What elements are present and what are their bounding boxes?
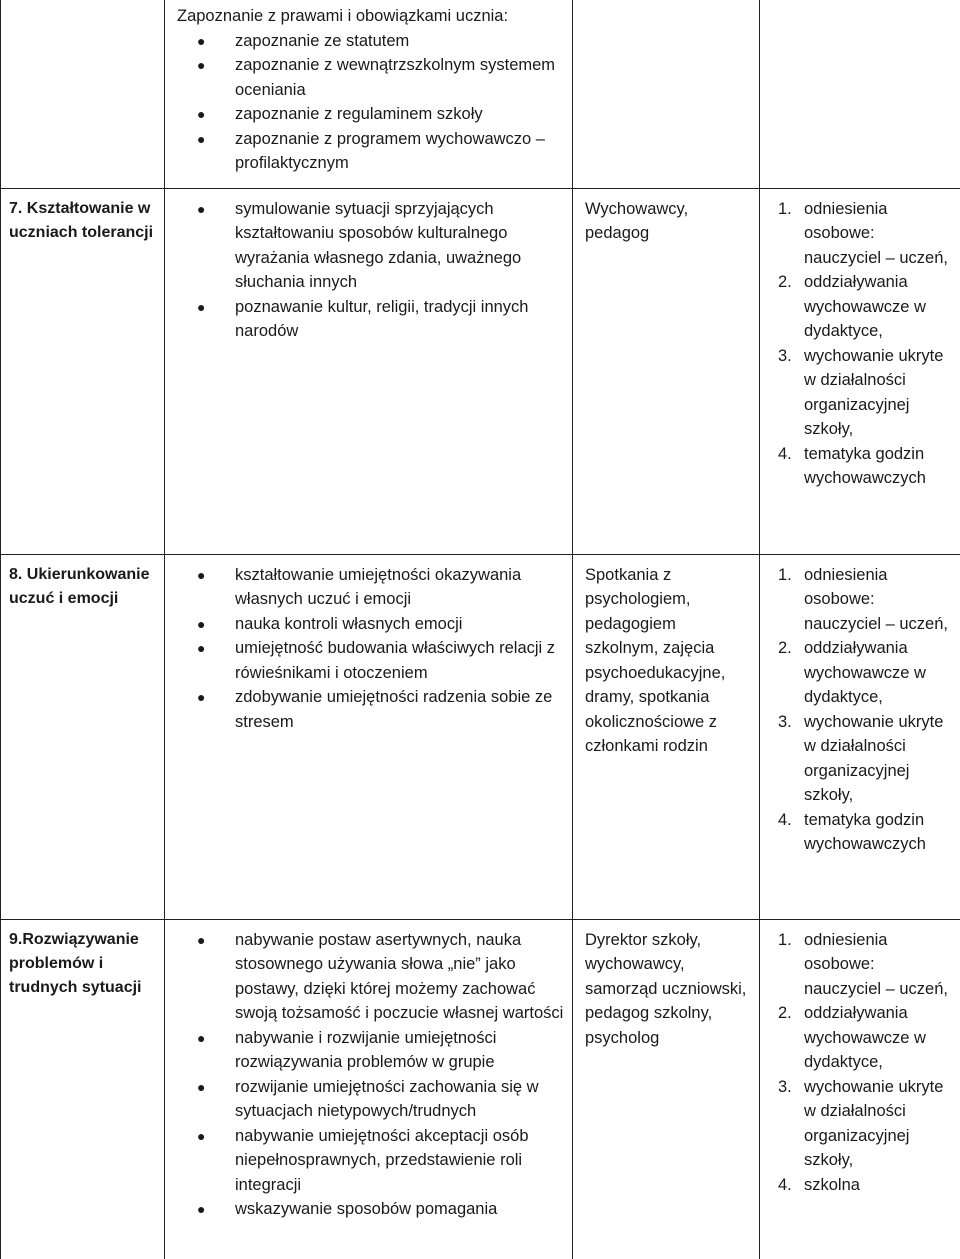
topic-cell (1, 0, 165, 188)
responsible-cell (573, 554, 760, 919)
responsible-text: Dyrektor szkoły, wychowawcy, samorząd uczniowski, pedagog szkolny, psycholog (581, 928, 753, 1051)
list-item: ● nauka kontroli własnych emocji (173, 612, 566, 637)
list-item: ● kształtowanie umiejętności okazywania własnych uczuć i emocji (173, 563, 566, 612)
methods-list (768, 197, 954, 491)
activities-list (173, 928, 566, 1222)
intro-text: Zapoznanie z prawami i obowiązkami ucznia: (173, 4, 566, 29)
responsible-text: Spotkania z psychologiem, pedagogiem szkolnym, zajęcia psychoedukacyjne, dramy, spotkania okolicznościowe z członkami rodzin (581, 563, 753, 759)
list-item: ● zapoznanie z programem wychowawczo – profilaktycznym (173, 127, 566, 176)
activities-list (173, 29, 566, 176)
list-item: ● poznawanie kultur, religii, tradycji innych narodów (173, 295, 566, 344)
list-item: ● symulowanie sytuacji sprzyjających kształtowaniu sposobów kulturalnego wyrażania własnego zdania, uważnego słuchania innych (173, 197, 566, 295)
list-item: ● nabywanie umiejętności akceptacji osób niepełnosprawnych, przedstawienie roli integracji (173, 1124, 566, 1198)
table-row (1, 188, 960, 554)
methods-cell (760, 188, 960, 554)
list-item: 1. odniesienia osobowe: nauczyciel – uczeń, (768, 563, 954, 637)
topic-title: 8. Ukierunkowanie uczuć i emocji (9, 563, 158, 611)
activities-cell (165, 554, 573, 919)
methods-list (768, 563, 954, 857)
list-item: 4. tematyka godzin wychowawczych (768, 442, 954, 491)
list-item: 4. szkolna (768, 1173, 954, 1198)
list-item: ● nabywanie i rozwijanie umiejętności rozwiązywania problemów w grupie (173, 1026, 566, 1075)
responsible-text: Wychowawcy, pedagog (581, 197, 753, 246)
list-item: ● zapoznanie ze statutem (173, 29, 566, 54)
list-item: ● rozwijanie umiejętności zachowania się w sytuacjach nietypowych/trudnych (173, 1075, 566, 1124)
list-item: ● zdobywanie umiejętności radzenia sobie ze stresem (173, 685, 566, 734)
list-item: 4. tematyka godzin wychowawczych (768, 808, 954, 857)
activities-cell (165, 919, 573, 1259)
table-row (1, 0, 960, 188)
responsible-cell (573, 919, 760, 1259)
table-row (1, 554, 960, 919)
list-item: ● nabywanie postaw asertywnych, nauka stosownego używania słowa „nie” jako postawy, dzięki której możemy zachować swoją tożsamość i poczucie własnej wartości (173, 928, 566, 1026)
methods-cell (760, 919, 960, 1259)
list-item: ● wskazywanie sposobów pomagania (173, 1197, 566, 1222)
topic-cell (1, 188, 165, 554)
activities-list (173, 197, 566, 344)
list-item: ● umiejętność budowania właściwych relacji z rówieśnikami i otoczeniem (173, 636, 566, 685)
topic-cell (1, 554, 165, 919)
topic-title: 7. Kształtowanie w uczniach tolerancji (9, 197, 158, 245)
list-item: 1. odniesienia osobowe: nauczyciel – uczeń, (768, 928, 954, 1002)
topic-cell (1, 919, 165, 1259)
activities-list (173, 563, 566, 735)
list-item: 3. wychowanie ukryte w działalności organizacyjnej szkoły, (768, 1075, 954, 1173)
list-item: 2. oddziaływania wychowawcze w dydaktyce, (768, 270, 954, 344)
list-item: 1. odniesienia osobowe: nauczyciel – uczeń, (768, 197, 954, 271)
methods-list (768, 928, 954, 1198)
methods-cell (760, 554, 960, 919)
methods-cell (760, 0, 960, 188)
list-item: 2. oddziaływania wychowawcze w dydaktyce, (768, 636, 954, 710)
list-item: 3. wychowanie ukryte w działalności organizacyjnej szkoły, (768, 710, 954, 808)
responsible-cell (573, 188, 760, 554)
list-item: ● zapoznanie z regulaminem szkoły (173, 102, 566, 127)
activities-cell (165, 188, 573, 554)
activities-cell (165, 0, 573, 188)
list-item: ● zapoznanie z wewnątrzszkolnym systemem oceniania (173, 53, 566, 102)
table-row (1, 919, 960, 1259)
responsible-cell (573, 0, 760, 188)
topic-title: 9.Rozwiązywanie problemów i trudnych sytuacji (9, 928, 158, 1000)
list-item: 2. oddziaływania wychowawcze w dydaktyce, (768, 1001, 954, 1075)
list-item: 3. wychowanie ukryte w działalności organizacyjnej szkoły, (768, 344, 954, 442)
